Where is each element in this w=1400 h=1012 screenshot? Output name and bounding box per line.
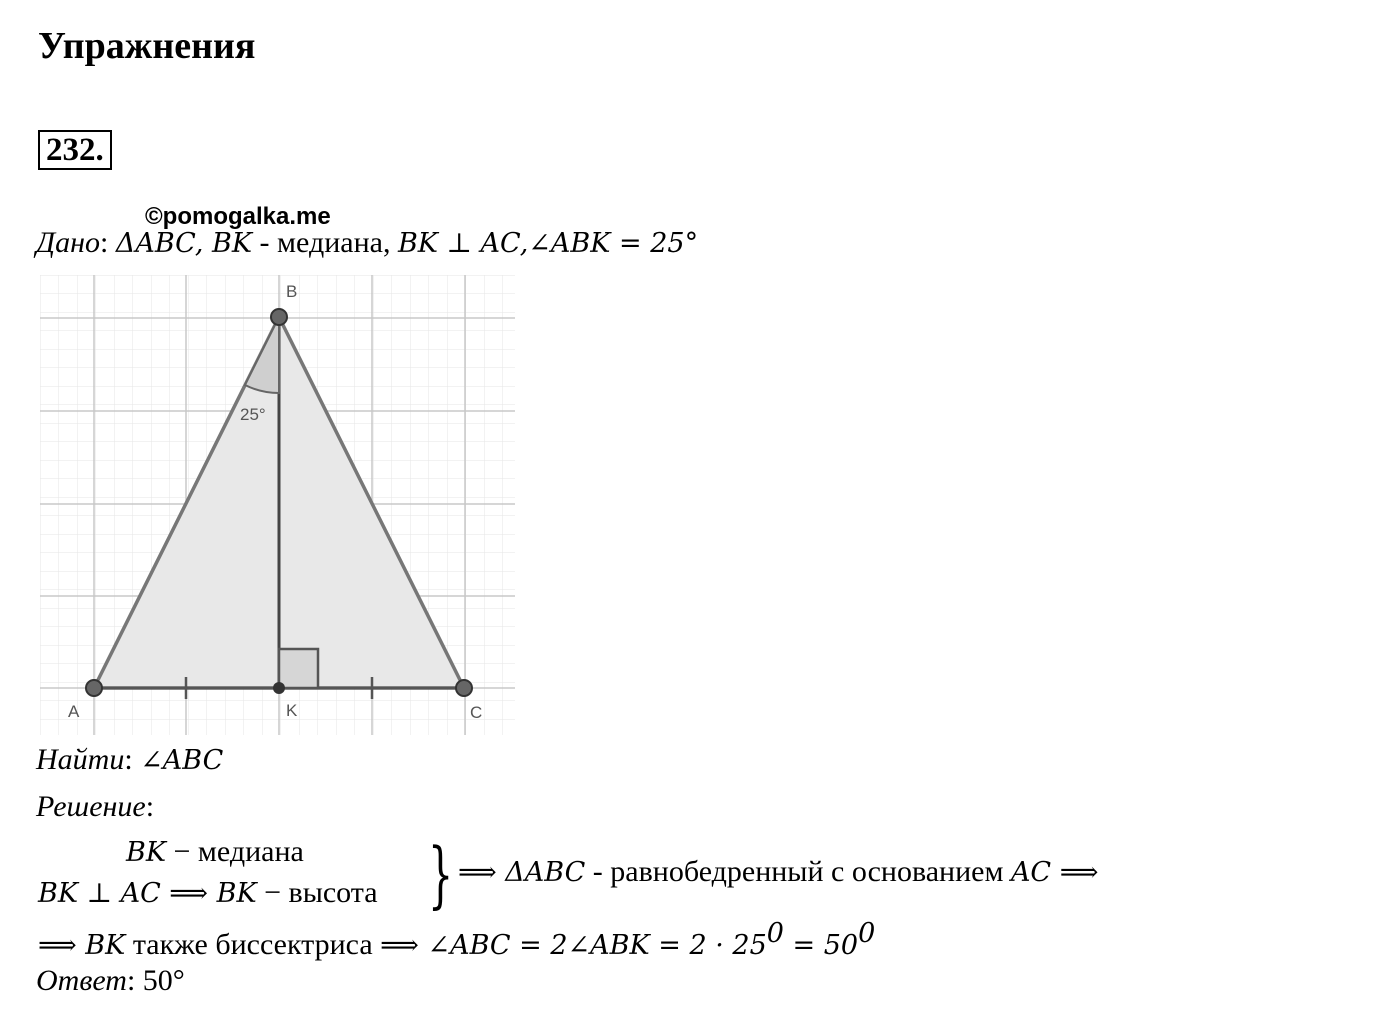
label-c: C (470, 703, 483, 722)
right-angle-marker (279, 649, 318, 688)
solution-line-2 (38, 876, 378, 910)
point-k (273, 682, 285, 694)
find-line (36, 743, 223, 777)
solution-line1-text: − медиана (166, 835, 304, 868)
solution-line2-math: BK ⊥ AC ⟹ BK (38, 878, 257, 909)
point-c (456, 680, 472, 696)
triangle-figure (40, 275, 520, 737)
angle-label: 25° (240, 405, 266, 424)
find-label: Найти (36, 743, 125, 776)
section-title: Упражнения (38, 25, 256, 67)
solution-line3-sup1: 0 (766, 918, 784, 949)
solution-colon: : (145, 790, 155, 823)
answer-colon: : (126, 964, 143, 997)
given-math-1: ΔABC, BK (115, 228, 253, 259)
solution-line3-math1: ⟹ BK (38, 930, 126, 961)
solution-line3-math3: = 50 (783, 930, 859, 961)
solution-line-3 (38, 918, 875, 962)
solution-line3-sup2: 0 (858, 918, 876, 949)
solution-line3-math2: ⟹ ∠ABC = 2∠ABK = 2 · 25 (380, 930, 767, 961)
problem-number: 232. (38, 130, 112, 170)
solution-cont-arrow2: ⟹ (1051, 857, 1099, 888)
solution-line1-math: BK (126, 837, 167, 868)
answer-value: 50° (142, 964, 185, 997)
label-k: K (286, 701, 298, 720)
answer-line (36, 964, 185, 998)
given-text-1: - медиана, (252, 226, 398, 259)
given-line (36, 226, 698, 260)
solution-continuation (458, 855, 1098, 889)
point-a (86, 680, 102, 696)
solution-line3-text: также биссектриса (125, 928, 381, 961)
solution-cont-text: - равнобедренный с основанием (585, 855, 1011, 888)
solution-cont-arrow: ⟹ (458, 857, 506, 888)
answer-label: Ответ (36, 964, 127, 997)
system-brace: } (428, 832, 454, 916)
find-colon: : (124, 743, 141, 776)
point-b (271, 309, 287, 325)
find-math: ∠ABC (140, 745, 224, 776)
given-colon: : (99, 226, 116, 259)
solution-cont-math2: AC (1010, 857, 1052, 888)
solution-line2-text: − высота (256, 876, 378, 909)
given-label: Дано (36, 226, 100, 259)
label-b: B (286, 282, 298, 301)
solution-label-line (36, 790, 154, 824)
watermark: ©pomogalka.me (145, 203, 331, 230)
solution-cont-math: ΔABC (505, 857, 586, 888)
label-a: A (68, 702, 80, 721)
solution-label: Решение (36, 790, 146, 823)
given-math-2: BK ⊥ AC,∠ABK = 25° (397, 228, 699, 259)
solution-line-1 (126, 835, 304, 869)
